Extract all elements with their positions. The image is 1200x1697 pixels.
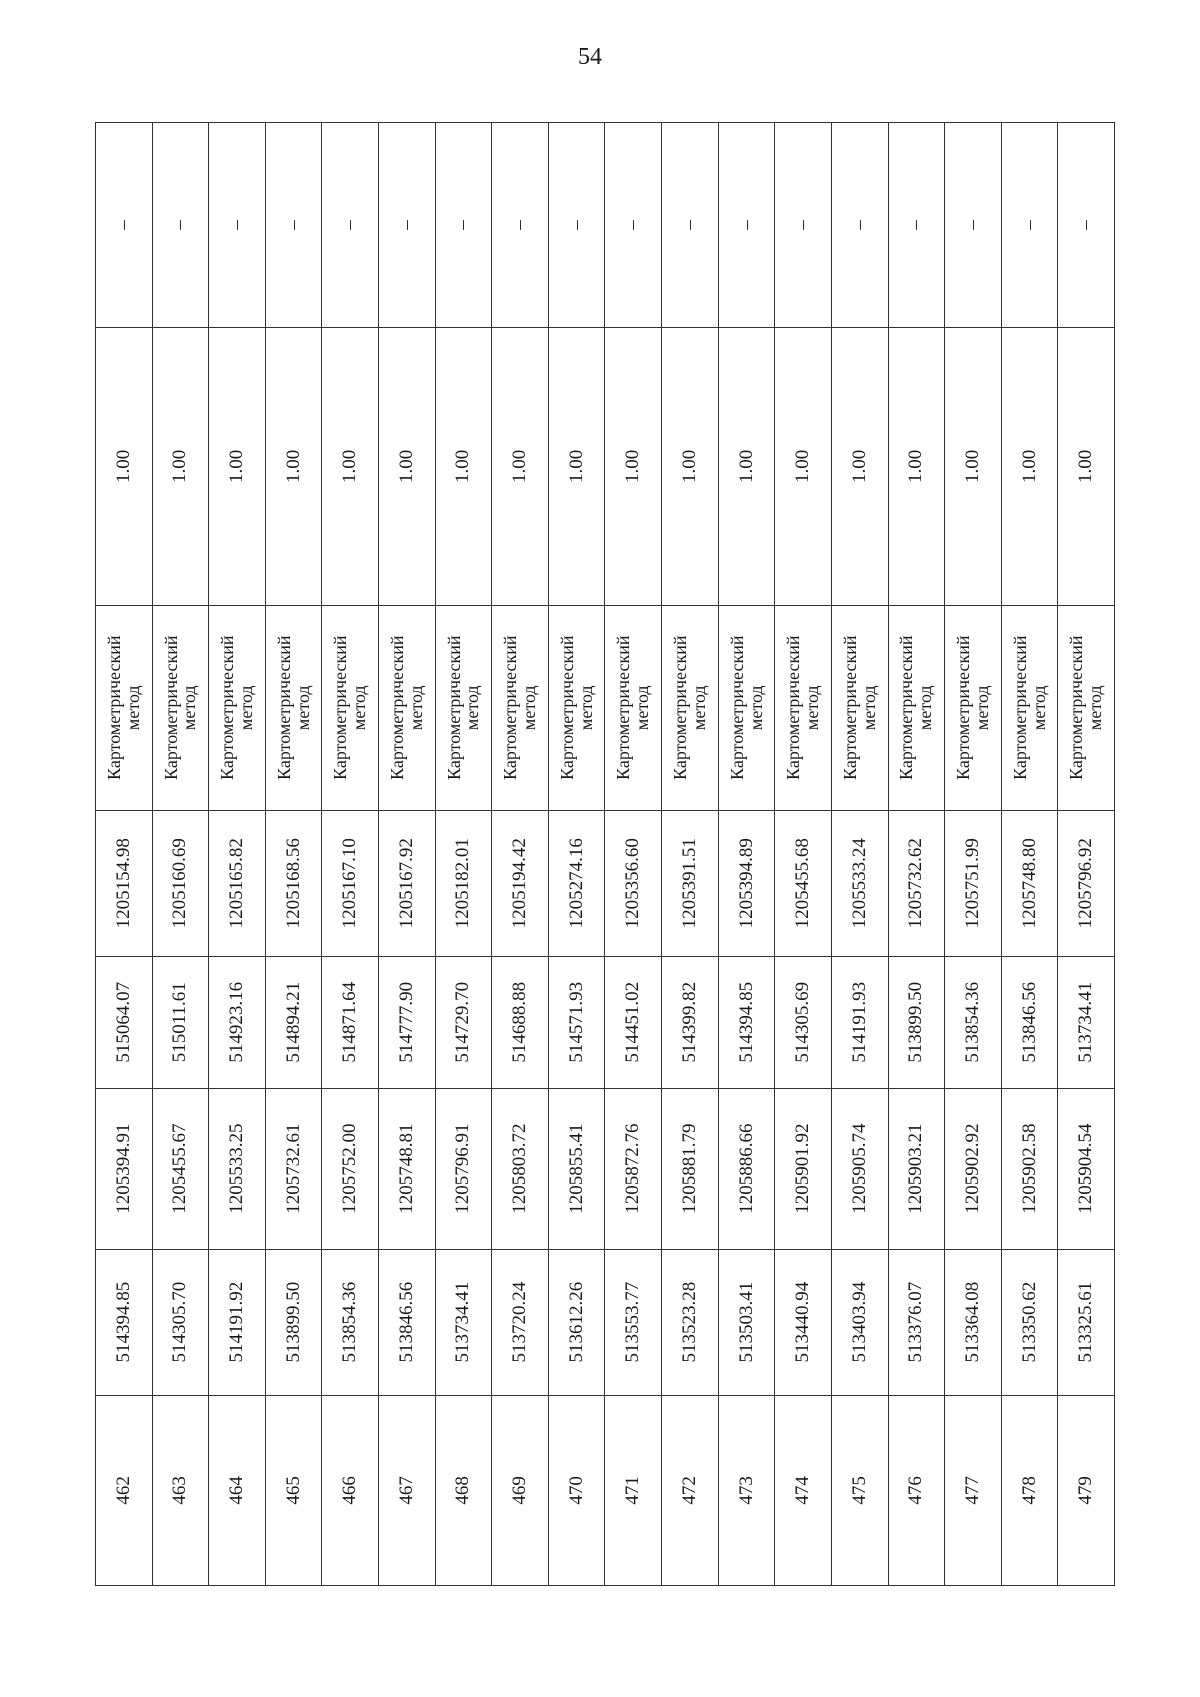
method-line-1: Картометрический <box>443 635 464 780</box>
method-line-2: метод <box>1028 685 1049 731</box>
note-cell: – <box>265 123 322 328</box>
table-row <box>548 123 605 1586</box>
note-cell: – <box>492 123 549 328</box>
table-row <box>265 123 322 1586</box>
x-end-cell: 514191.93 <box>831 956 888 1088</box>
method-line-1: Картометрический <box>896 635 917 780</box>
point-number-cell: 462 <box>96 1395 153 1585</box>
point-number-cell: 464 <box>209 1395 266 1585</box>
method-cell <box>831 605 888 810</box>
point-number-cell: 474 <box>775 1395 832 1585</box>
accuracy-cell: 1.00 <box>96 327 153 605</box>
x-end-cell: 514923.16 <box>209 956 266 1088</box>
table-row <box>492 123 549 1586</box>
x-end-cell: 514777.90 <box>379 956 436 1088</box>
x-start-cell: 514191.92 <box>209 1249 266 1395</box>
method-line-2: метод <box>405 685 426 731</box>
y-start-cell: 1205902.92 <box>945 1088 1002 1249</box>
method-line-2: метод <box>122 685 143 731</box>
table-row <box>322 123 379 1586</box>
accuracy-cell: 1.00 <box>718 327 775 605</box>
y-start-cell: 1205394.91 <box>96 1088 153 1249</box>
page-number: 54 <box>578 44 602 70</box>
note-cell: – <box>831 123 888 328</box>
x-end-cell: 514729.70 <box>435 956 492 1088</box>
y-end-cell: 1205732.62 <box>888 810 945 956</box>
method-cell <box>775 605 832 810</box>
method-cell <box>945 605 1002 810</box>
y-end-cell: 1205533.24 <box>831 810 888 956</box>
point-number-cell: 467 <box>379 1395 436 1585</box>
method-cell <box>96 605 153 810</box>
accuracy-cell: 1.00 <box>209 327 266 605</box>
y-end-cell: 1205751.99 <box>945 810 1002 956</box>
x-start-cell: 513364.08 <box>945 1249 1002 1395</box>
y-end-cell: 1205356.60 <box>605 810 662 956</box>
y-end-cell: 1205394.89 <box>718 810 775 956</box>
note-cell: – <box>152 123 209 328</box>
accuracy-cell: 1.00 <box>322 327 379 605</box>
point-number-cell: 470 <box>548 1395 605 1585</box>
method-line-2: метод <box>802 685 823 731</box>
point-number-cell: 477 <box>945 1395 1002 1585</box>
accuracy-cell: 1.00 <box>1001 327 1058 605</box>
table-row <box>379 123 436 1586</box>
x-end-cell: 515011.61 <box>152 956 209 1088</box>
x-start-cell: 513734.41 <box>435 1249 492 1395</box>
y-start-cell: 1205872.76 <box>605 1088 662 1249</box>
method-line-2: метод <box>688 685 709 731</box>
method-cell <box>1001 605 1058 810</box>
method-line-1: Картометрический <box>160 635 181 780</box>
method-line-1: Картометрический <box>500 635 521 780</box>
method-cell <box>152 605 209 810</box>
method-line-1: Картометрический <box>556 635 577 780</box>
accuracy-cell: 1.00 <box>605 327 662 605</box>
y-start-cell: 1205533.25 <box>209 1088 266 1249</box>
coordinates-table <box>95 122 1115 1586</box>
method-line-2: метод <box>292 685 313 731</box>
point-number-cell: 473 <box>718 1395 775 1585</box>
y-end-cell: 1205154.98 <box>96 810 153 956</box>
y-start-cell: 1205905.74 <box>831 1088 888 1249</box>
method-line-2: метод <box>1085 685 1106 731</box>
note-cell: – <box>96 123 153 328</box>
method-cell <box>322 605 379 810</box>
method-line-1: Картометрический <box>217 635 238 780</box>
point-number-cell: 479 <box>1058 1395 1115 1585</box>
table-row <box>209 123 266 1586</box>
y-end-cell: 1205168.56 <box>265 810 322 956</box>
method-line-2: метод <box>349 685 370 731</box>
y-start-cell: 1205886.66 <box>718 1088 775 1249</box>
note-cell: – <box>945 123 1002 328</box>
table-row <box>888 123 945 1586</box>
note-cell: – <box>888 123 945 328</box>
x-end-cell: 514688.88 <box>492 956 549 1088</box>
method-line-1: Картометрический <box>330 635 351 780</box>
y-end-cell: 1205194.42 <box>492 810 549 956</box>
x-start-cell: 514305.70 <box>152 1249 209 1395</box>
y-end-cell: 1205391.51 <box>662 810 719 956</box>
x-start-cell: 513523.28 <box>662 1249 719 1395</box>
accuracy-cell: 1.00 <box>945 327 1002 605</box>
accuracy-cell: 1.00 <box>662 327 719 605</box>
x-start-cell: 513553.77 <box>605 1249 662 1395</box>
x-end-cell: 515064.07 <box>96 956 153 1088</box>
method-line-1: Картометрический <box>670 635 690 780</box>
method-cell <box>435 605 492 810</box>
point-number-cell: 476 <box>888 1395 945 1585</box>
note-cell: – <box>775 123 832 328</box>
method-cell <box>662 605 719 810</box>
x-start-cell: 513854.36 <box>322 1249 379 1395</box>
x-start-cell: 513350.62 <box>1001 1249 1058 1395</box>
method-line-1: Картометрический <box>783 635 804 780</box>
y-start-cell: 1205803.72 <box>492 1088 549 1249</box>
method-cell <box>379 605 436 810</box>
table-row <box>435 123 492 1586</box>
y-start-cell: 1205904.54 <box>1058 1088 1115 1249</box>
accuracy-cell: 1.00 <box>548 327 605 605</box>
y-start-cell: 1205902.58 <box>1001 1088 1058 1249</box>
method-line-1: Картометрический <box>613 635 634 780</box>
table-row <box>152 123 209 1586</box>
x-end-cell: 513854.36 <box>945 956 1002 1088</box>
x-start-cell: 513325.61 <box>1058 1249 1115 1395</box>
accuracy-cell: 1.00 <box>152 327 209 605</box>
note-cell: – <box>605 123 662 328</box>
method-line-1: Картометрический <box>726 635 747 780</box>
point-number-cell: 469 <box>492 1395 549 1585</box>
x-start-cell: 513503.41 <box>718 1249 775 1395</box>
method-cell <box>605 605 662 810</box>
note-cell: – <box>379 123 436 328</box>
accuracy-cell: 1.00 <box>435 327 492 605</box>
note-cell: – <box>435 123 492 328</box>
accuracy-cell: 1.00 <box>265 327 322 605</box>
method-line-1: Картометрический <box>953 635 974 780</box>
method-line-1: Картометрический <box>839 635 860 780</box>
accuracy-cell: 1.00 <box>775 327 832 605</box>
y-end-cell: 1205274.16 <box>548 810 605 956</box>
accuracy-cell: 1.00 <box>888 327 945 605</box>
x-start-cell: 513440.94 <box>775 1249 832 1395</box>
method-line-1: Картометрический <box>273 635 294 780</box>
table-row <box>775 123 832 1586</box>
y-end-cell: 1205165.82 <box>209 810 266 956</box>
x-end-cell: 514894.21 <box>265 956 322 1088</box>
note-cell: – <box>548 123 605 328</box>
method-line-1: Картометрический <box>1009 635 1030 780</box>
x-start-cell: 513612.26 <box>548 1249 605 1395</box>
method-line-2: метод <box>575 685 596 731</box>
method-line-1: Картометрический <box>386 635 407 780</box>
method-line-1: Картометрический <box>103 635 124 780</box>
point-number-cell: 472 <box>662 1395 719 1585</box>
table-container <box>95 122 1115 1586</box>
accuracy-cell: 1.00 <box>379 327 436 605</box>
point-number-cell: 465 <box>265 1395 322 1585</box>
table-row <box>945 123 1002 1586</box>
x-start-cell: 513846.56 <box>379 1249 436 1395</box>
y-end-cell: 1205167.10 <box>322 810 379 956</box>
y-start-cell: 1205732.61 <box>265 1088 322 1249</box>
point-number-cell: 463 <box>152 1395 209 1585</box>
method-line-2: метод <box>858 685 879 731</box>
method-cell <box>888 605 945 810</box>
note-cell: – <box>209 123 266 328</box>
y-start-cell: 1205455.67 <box>152 1088 209 1249</box>
y-end-cell: 1205167.92 <box>379 810 436 956</box>
method-cell <box>209 605 266 810</box>
point-number-cell: 466 <box>322 1395 379 1585</box>
y-end-cell: 1205160.69 <box>152 810 209 956</box>
y-start-cell: 1205881.79 <box>662 1088 719 1249</box>
accuracy-cell: 1.00 <box>492 327 549 605</box>
point-number-cell: 468 <box>435 1395 492 1585</box>
x-start-cell: 513899.50 <box>265 1249 322 1395</box>
table-row <box>605 123 662 1586</box>
method-line-2: метод <box>915 685 936 731</box>
point-number-cell: 475 <box>831 1395 888 1585</box>
method-line-1: Картометрический <box>1066 635 1087 780</box>
x-start-cell: 513403.94 <box>831 1249 888 1395</box>
y-start-cell: 1205752.00 <box>322 1088 379 1249</box>
method-line-2: метод <box>179 685 200 731</box>
method-cell <box>548 605 605 810</box>
y-start-cell: 1205855.41 <box>548 1088 605 1249</box>
method-line-2: метод <box>971 685 992 731</box>
table-row <box>831 123 888 1586</box>
note-cell: – <box>1058 123 1115 328</box>
x-start-cell: 513720.24 <box>492 1249 549 1395</box>
y-start-cell: 1205748.81 <box>379 1088 436 1249</box>
accuracy-cell: 1.00 <box>1058 327 1115 605</box>
method-cell <box>265 605 322 810</box>
x-start-cell: 514394.85 <box>96 1249 153 1395</box>
method-line-2: метод <box>632 685 653 731</box>
note-cell: – <box>322 123 379 328</box>
method-cell <box>1058 605 1115 810</box>
y-start-cell: 1205901.92 <box>775 1088 832 1249</box>
x-start-cell: 513376.07 <box>888 1249 945 1395</box>
table-row <box>1001 123 1058 1586</box>
y-end-cell: 1205748.80 <box>1001 810 1058 956</box>
x-end-cell: 514394.85 <box>718 956 775 1088</box>
point-number-cell: 478 <box>1001 1395 1058 1585</box>
x-end-cell: 514871.64 <box>322 956 379 1088</box>
x-end-cell: 513899.50 <box>888 956 945 1088</box>
table-row <box>718 123 775 1586</box>
point-number-cell: 471 <box>605 1395 662 1585</box>
table-row <box>1058 123 1115 1586</box>
method-line-2: метод <box>236 685 257 731</box>
x-end-cell: 513734.41 <box>1058 956 1115 1088</box>
x-end-cell: 514305.69 <box>775 956 832 1088</box>
accuracy-cell: 1.00 <box>831 327 888 605</box>
y-end-cell: 1205796.92 <box>1058 810 1115 956</box>
method-line-2: метод <box>462 685 483 731</box>
note-cell: – <box>662 123 719 328</box>
method-cell <box>718 605 775 810</box>
method-line-2: метод <box>519 685 540 731</box>
table-row <box>662 123 719 1586</box>
note-cell: – <box>1001 123 1058 328</box>
y-start-cell: 1205796.91 <box>435 1088 492 1249</box>
x-end-cell: 514571.93 <box>548 956 605 1088</box>
method-cell <box>492 605 549 810</box>
x-end-cell: 514451.02 <box>605 956 662 1088</box>
x-end-cell: 514399.82 <box>662 956 719 1088</box>
y-end-cell: 1205455.68 <box>775 810 832 956</box>
method-line-2: метод <box>745 685 766 731</box>
x-end-cell: 513846.56 <box>1001 956 1058 1088</box>
note-cell: – <box>718 123 775 328</box>
table-row <box>96 123 153 1586</box>
y-start-cell: 1205903.21 <box>888 1088 945 1249</box>
y-end-cell: 1205182.01 <box>435 810 492 956</box>
